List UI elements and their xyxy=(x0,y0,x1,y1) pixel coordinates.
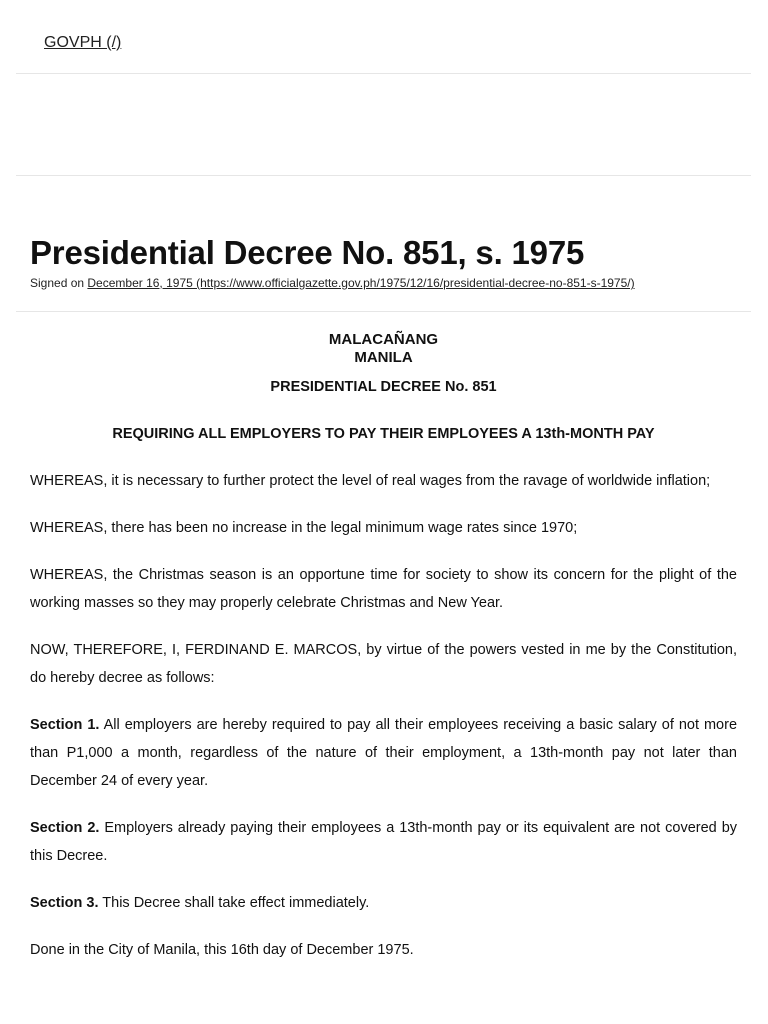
title-block xyxy=(16,176,751,312)
section-2 xyxy=(30,814,737,870)
section-1-label: Section 1. xyxy=(30,717,100,733)
whereas-clause-3: WHEREAS, the Christmas season is an opportune time for society to show its concern for the plight of the working masses so they may properly celebrate Christmas and New Year. xyxy=(30,567,737,611)
page-title: Presidential Decree No. 851, s. 1975 xyxy=(30,234,585,271)
decree-body xyxy=(30,330,737,964)
signed-date-link[interactable]: December 16, 1975 (https://www.officialgazette.gov.ph/1975/12/16/presidential-decree-no-851-s-1975/) xyxy=(87,276,635,290)
done-in-manila-line: Done in the City of Manila, this 16th day of December 1975. xyxy=(30,942,414,958)
whereas-clause-2: WHEREAS, there has been no increase in the legal minimum wage rates since 1970; xyxy=(30,520,578,536)
decree-title: REQUIRING ALL EMPLOYERS TO PAY THEIR EMPLOYEES A 13th-MONTH PAY xyxy=(112,426,655,442)
section-1-text: All employers are hereby required to pay all their employees receiving a basic salary of not more than P1,000 a month, regardless of the nature of their employment, a 13th-month pay not later than December 24 of every year. xyxy=(30,717,738,789)
banner-area xyxy=(16,74,751,176)
heading-manila: MANILA xyxy=(354,349,413,366)
signed-prefix: Signed on xyxy=(30,276,88,290)
top-navigation-bar xyxy=(16,0,751,74)
signed-date-line xyxy=(30,276,635,290)
section-3-label: Section 3. xyxy=(30,895,99,911)
section-3 xyxy=(30,889,737,917)
whereas-clause-1: WHEREAS, it is necessary to further protect the level of real wages from the ravage of worldwide inflation; xyxy=(30,473,711,489)
govph-home-link[interactable]: GOVPH (/) xyxy=(44,34,122,51)
now-therefore-clause: NOW, THEREFORE, I, FERDINAND E. MARCOS, by virtue of the powers vested in me by the Constitution, do hereby decree as follows: xyxy=(30,642,737,686)
decree-number: PRESIDENTIAL DECREE No. 851 xyxy=(270,379,497,395)
section-2-label: Section 2. xyxy=(30,820,100,836)
section-3-text: This Decree shall take effect immediately. xyxy=(98,895,370,911)
heading-malacanang: MALACAÑANG xyxy=(328,331,439,348)
section-2-text: Employers already paying their employees a 13th-month pay or its equivalent are not covered by this Decree. xyxy=(30,820,738,864)
section-1 xyxy=(30,711,737,795)
